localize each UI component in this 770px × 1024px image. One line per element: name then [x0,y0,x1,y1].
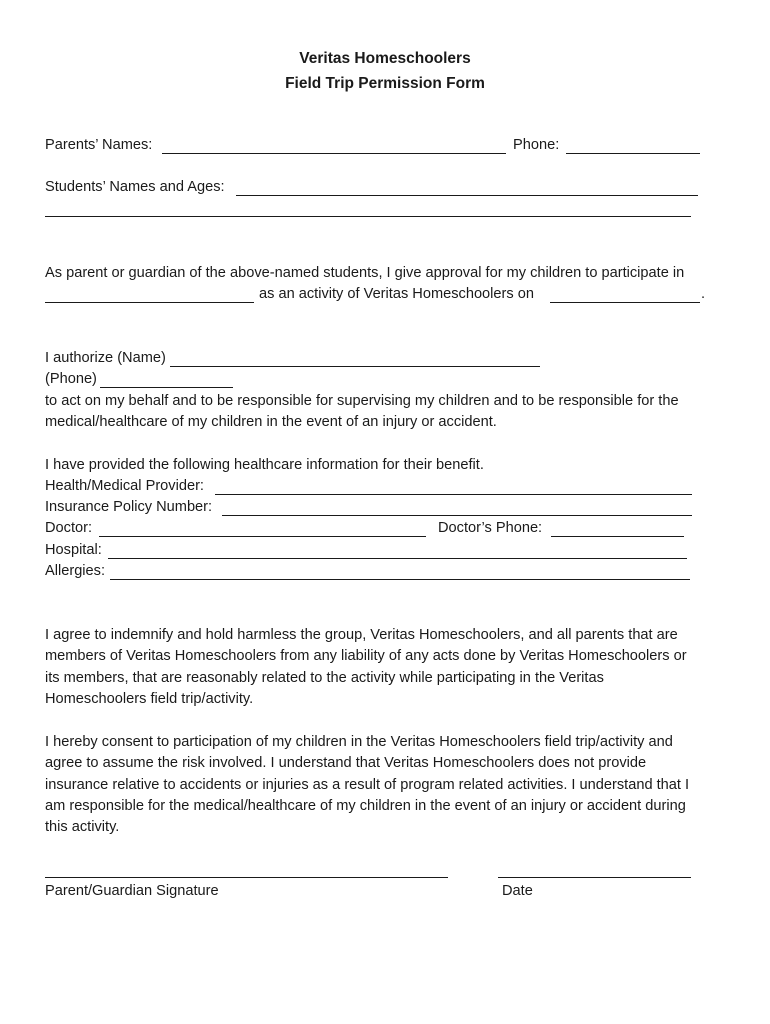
authorize-phone-label: (Phone) [45,371,97,387]
approval-text-line-1: As parent or guardian of the above-named students, I give approval for my children to participate in [45,265,685,281]
doctor-phone-field[interactable] [551,536,684,537]
allergies-label: Allergies: [45,563,106,579]
activity-date-field[interactable] [550,302,700,303]
insurance-label: Insurance Policy Number: [45,499,213,515]
consent-line: this activity. [45,819,120,836]
doctor-field[interactable] [99,536,426,537]
students-field-line-2[interactable] [45,216,691,217]
doctor-label: Doctor: [45,520,93,536]
consent-line: I hereby consent to participation of my children in the Veritas Homeschoolers field trip/activity and [45,734,673,750]
authorize-phone-field[interactable] [100,387,233,388]
hospital-label: Hospital: [45,542,102,558]
healthcare-intro: I have provided the following healthcare information for their benefit. [45,457,484,473]
date-field[interactable] [498,877,691,878]
consent-line: insurance relative to accidents or injuries as a result of program related activities. I understand that I [45,776,690,793]
indemnify-paragraph [45,625,725,710]
parents-names-label: Parents’ Names: [45,137,153,153]
authorize-text-line-1: to act on my behalf and to be responsible for supervising my children and to be responsible for the [45,393,679,409]
phone-field[interactable] [566,153,700,154]
authorize-name-label: I authorize (Name) [45,350,166,366]
parent-signature-label: Parent/Guardian Signature [45,883,219,899]
indemnify-line: members of Veritas Homeschoolers from any liability of any acts done by Veritas Homeschoolers or [45,648,687,665]
provider-label: Health/Medical Provider: [45,478,204,494]
provider-field[interactable] [215,494,692,495]
indemnify-line: Homeschoolers field trip/activity. [45,690,254,707]
consent-paragraph [45,732,735,838]
authorize-name-field[interactable] [170,366,540,367]
allergies-field[interactable] [110,579,690,580]
insurance-field[interactable] [222,515,692,516]
indemnify-line: I agree to indemnify and hold harmless the group, Veritas Homeschoolers, and all parents that are [45,627,678,643]
hospital-field[interactable] [108,558,687,559]
approval-period: . [701,286,706,302]
consent-line: am responsible for the medical/healthcare of my children in the event of an injury or accident during [45,797,686,814]
indemnify-line: its members, that are reasonably related to the activity while participating in the Veritas [45,669,604,686]
date-label: Date [502,883,533,899]
parent-signature-field[interactable] [45,877,448,878]
authorize-text-line-2: medical/healthcare of my children in the event of an injury or accident. [45,414,497,430]
org-name-heading: Veritas Homeschoolers [299,50,471,67]
phone-label: Phone: [513,137,560,153]
approval-text-mid: as an activity of Veritas Homeschoolers on [259,286,534,302]
students-field-line-1[interactable] [236,195,698,196]
activity-field[interactable] [45,302,254,303]
form-title-heading: Field Trip Permission Form [285,75,485,92]
consent-line: agree to assume the risk involved. I understand that Veritas Homeschoolers does not provide [45,755,647,772]
parents-names-field[interactable] [162,153,506,154]
doctor-phone-label: Doctor’s Phone: [438,520,543,536]
students-label: Students’ Names and Ages: [45,179,225,195]
